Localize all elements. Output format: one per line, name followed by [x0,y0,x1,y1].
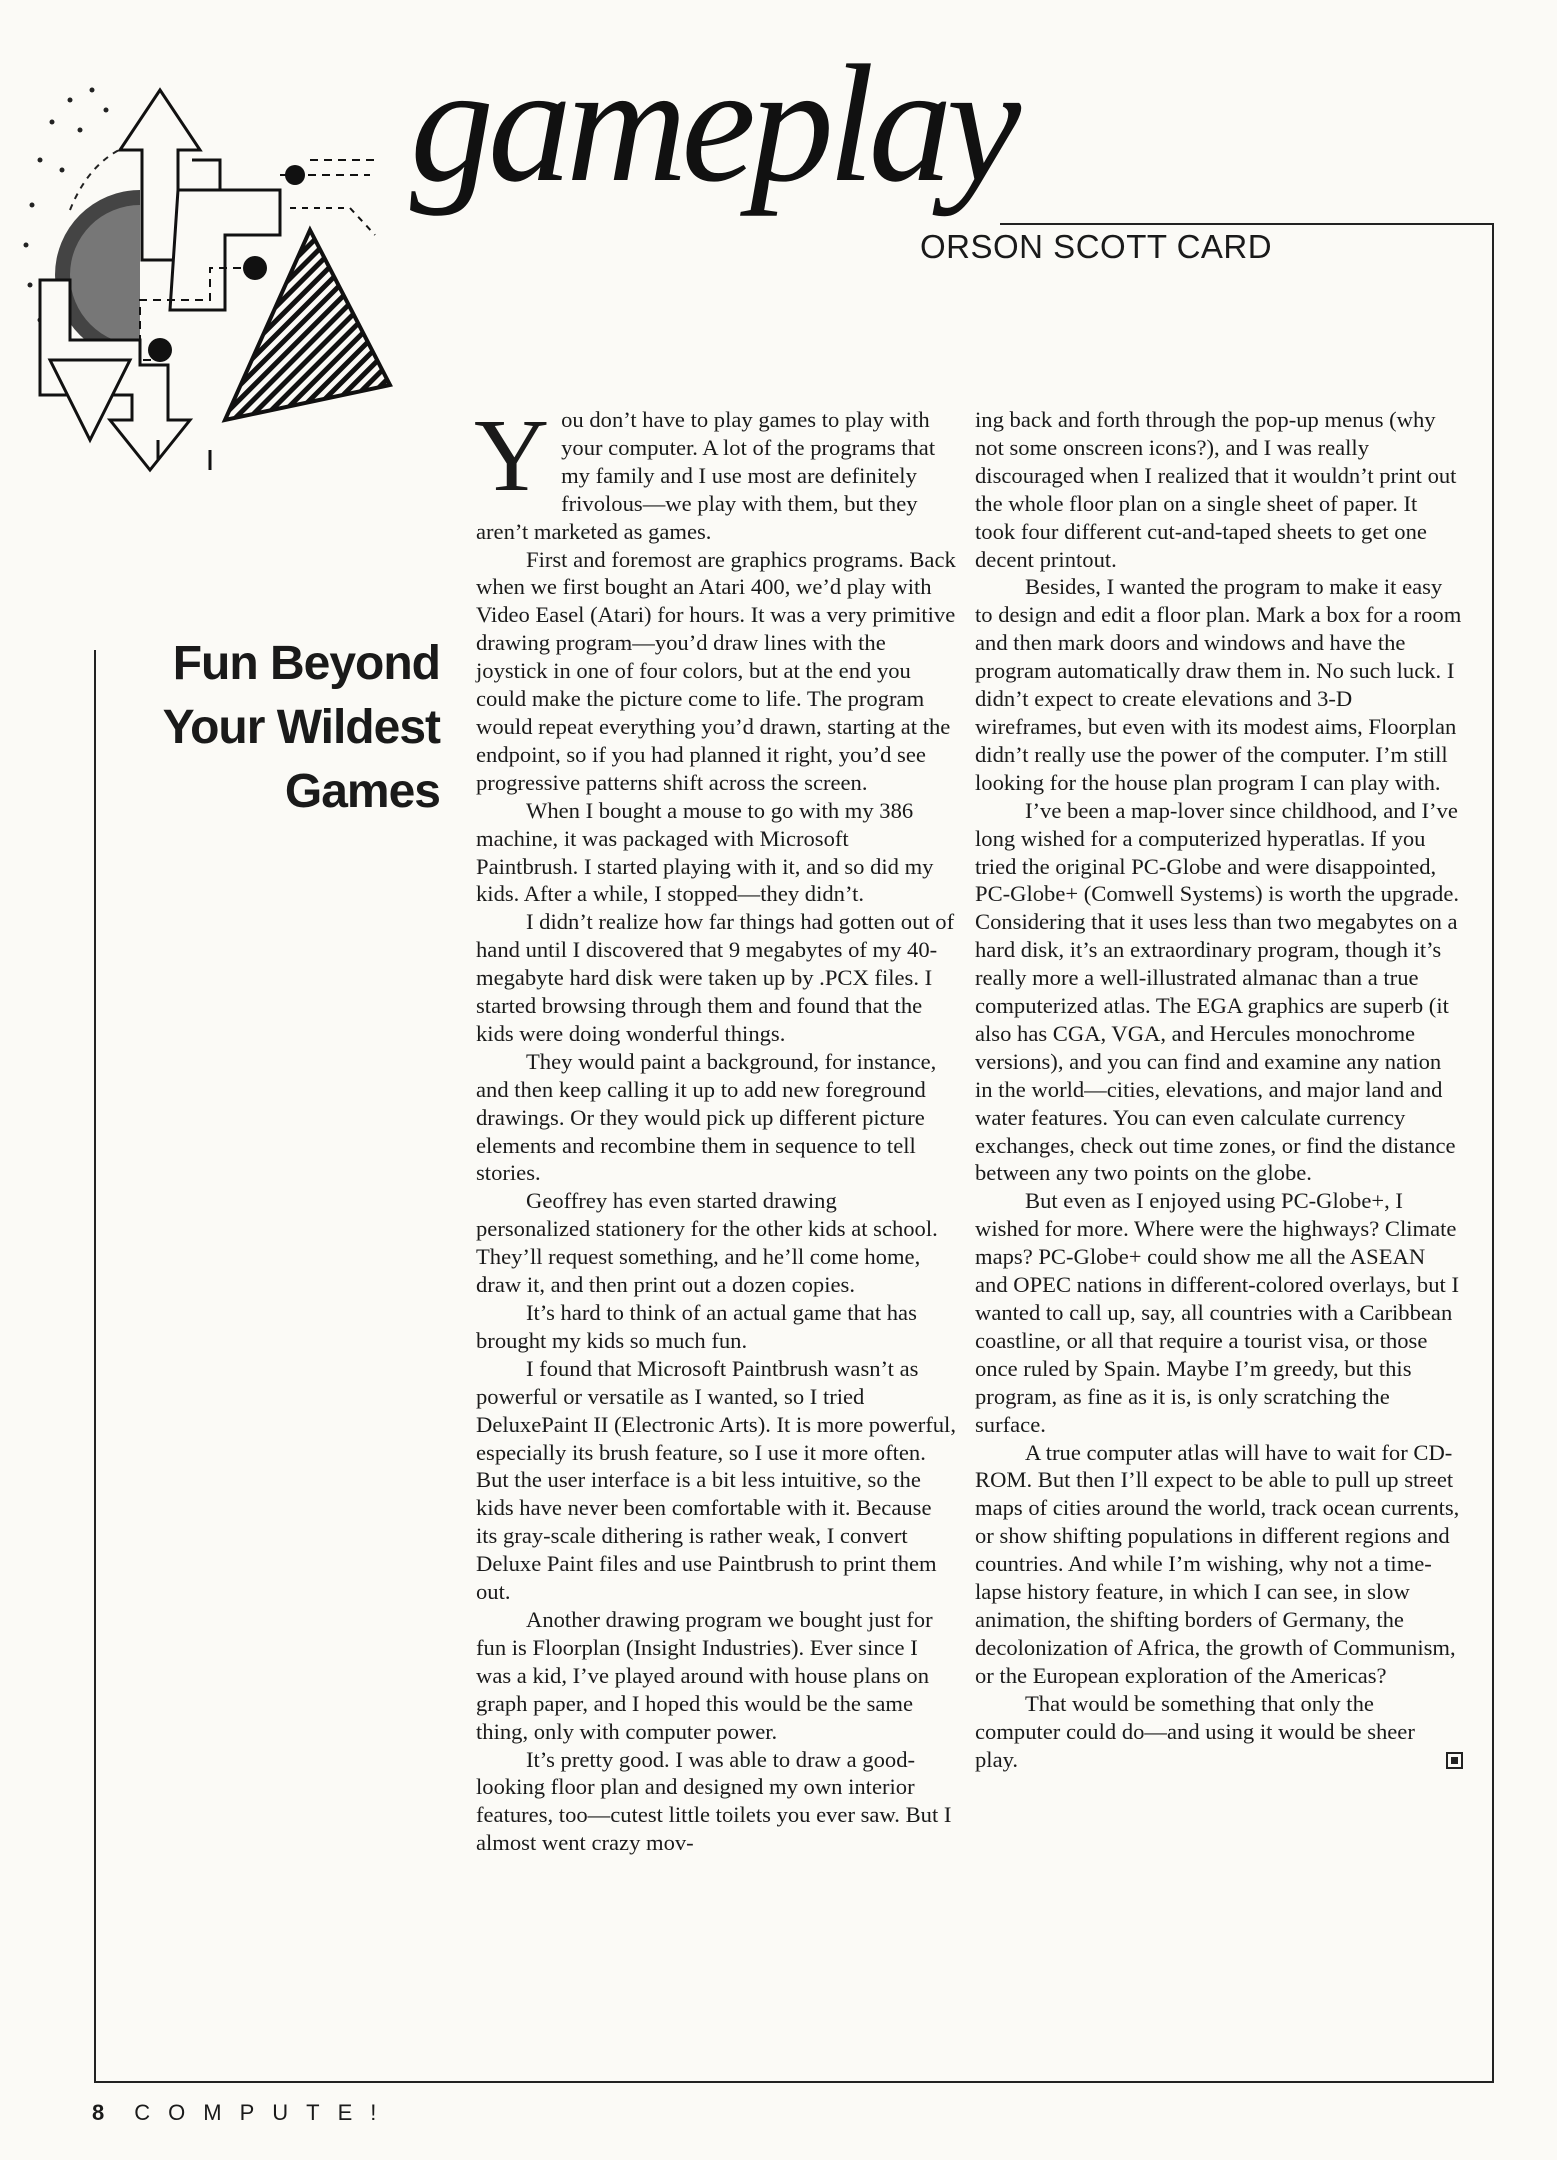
paragraph: A true computer atlas will have to wait for CD-ROM. But then I’ll expect to be able to pull up street maps of cities around the world, track ocean currents, or show shifting populations in different regions and countries. And while I’m wishing, why not a time-lapse history feature, in which I can see, in slow animation, the shifting borders of Germany, the decolonization of Africa, the growth of Communism, or the European exploration of the Americas? [975,1439,1460,1688]
paragraph: ing back and forth through the pop-up menus (why not some onscreen icons?), and I was really discouraged when I realized that it wouldn’t print out the whole floor plan on a single sheet of paper. It took four different cut-and-taped sheets to get one decent printout. [975,407,1457,572]
paragraph: I’ve been a map-lover since childhood, and I’ve long wished for a computerized hyperatlas. If you tried the original PC-Globe and were disappointed, PC-Globe+ (Comwell Systems) is worth the upgrade. Considering that it uses less than two megabytes on a hard disk, it’s an extraordinary program, though it’s really more a well-illustrated almanac than a true computerized atlas. The EGA graphics are superb (it also has CGA, VGA, and Hercules monochrome versions), and you can find and examine any nation in the world—cities, elevations, and major land and water features. You can even calculate currency exchanges, check out time zones, or find the distance between any two points on the globe. [975,797,1460,1186]
paragraph: Besides, I wanted the program to make it easy to design and edit a floor plan. Mark a box for a room and then mark doors and windows and have the program automatically draw them in. No such luck. I didn’t expect to create elevations and 3-D wireframes, but even with its modest aims, Floorplan didn’t really use the power of the computer. I’m still looking for the house plan program I can play with. [975,574,1462,795]
end-mark-icon [1446,1752,1463,1769]
paragraph: Another drawing program we bought just for fun is Floorplan (Insight Industries). Ever since I was a kid, I’ve played around with house plans on graph paper, and I hoped this would be the same thing, only with computer power. [476,1606,933,1744]
paragraph: You don’t have to play games to play with your computer. A lot of the programs that my family and I use most are definitely frivolous—we play with them, but they aren’t marketed as games. [474,398,936,544]
frame-right-rule [1492,223,1494,2083]
magazine-name: COMPUTE! [134,2100,395,2125]
paragraph: It’s hard to think of an actual game that has brought my kids so much fun. [476,1300,917,1353]
paragraph: They would paint a background, for instance, and then keep calling it up to add new foreground drawings. Or they would pick up different picture elements and recombine them in sequence to tell stories. [476,1048,937,1186]
article-column-2 [975,406,1463,1773]
page-number: 8 [92,2100,105,2125]
paragraph: When I bought a mouse to go with my 386 machine, it was packaged with Microsoft Paintbrush. I started playing with it, and so did my kids. After a while, I stopped—they didn’t. [476,797,934,907]
author-byline: ORSON SCOTT CARD [920,228,1273,265]
page-footer [92,2100,394,2126]
paragraph: It’s pretty good. I was able to draw a good-looking floor plan and designed my own interior features, too—cutest little toilets you ever saw. But I almost went crazy mov- [476,1746,952,1856]
article-column-1 [474,398,956,1857]
headline-line-2: Your Wildest [162,701,440,754]
node-dot [148,338,172,362]
frame-left-rule [94,650,96,2082]
frame-top-rule [1000,223,1493,225]
drop-cap: Y [474,398,550,513]
frame-bottom-rule [94,2081,1494,2083]
paragraph: I found that Microsoft Paintbrush wasn’t as powerful or versatile as I wanted, so I tried DeluxePaint II (Electronic Arts). It is more powerful, especially its brush feature, so I use it more often. But the user interface is a bit less intuitive, so the kids have never been comfortable with it. Because its gray-scale dithering is rather weak, I convert Deluxe Paint files and use Paintbrush to print them out. [476,1355,956,1605]
paragraph: That would be something that only the computer could do—and using it would be sheer play. [975,1690,1463,1774]
headline-line-3: Games [284,765,440,818]
paragraph: I didn’t realize how far things had gotten out of hand until I discovered that 9 megabytes of my 40-megabyte hard disk were taken up by .PCX files. I started browsing through them and found that the kids were doing wonderful things. [476,909,955,1046]
headline-line-1: Fun Beyond [172,637,440,690]
article-headline [130,632,440,824]
gameplay-logo-illustration [10,60,400,500]
section-masthead: gameplay [410,31,1016,217]
paragraph: But even as I enjoyed using PC-Globe+, I wished for more. Where were the highways? Climate maps? PC-Globe+ could show me all the ASEAN and OPEC nations in different-colored overlays, but I wanted to call up, say, all countries with a Caribbean coastline, or all that require a tourist visa, or those once ruled by Spain. Maybe I’m greedy, but this program, as fine as it is, is only scratching the surface. [975,1188,1459,1437]
node-dot [285,165,305,185]
paragraph: First and foremost are graphics programs. Back when we first bought an Atari 400, we’d play with Video Easel (Atari) for hours. It was a very primitive drawing program—you’d draw lines with the joystick in one of four colors, but at the end you could make the picture come to life. The program would repeat everything you’d drawn, starting at the endpoint, so if you had planned it right, you’d see progressive patterns shift across the screen. [476,546,956,795]
node-dot [243,256,267,280]
paragraph: Geoffrey has even started drawing personalized stationery for the other kids at school. They’ll request something, and he’ll come home, draw it, and then print out a dozen copies. [476,1188,938,1298]
